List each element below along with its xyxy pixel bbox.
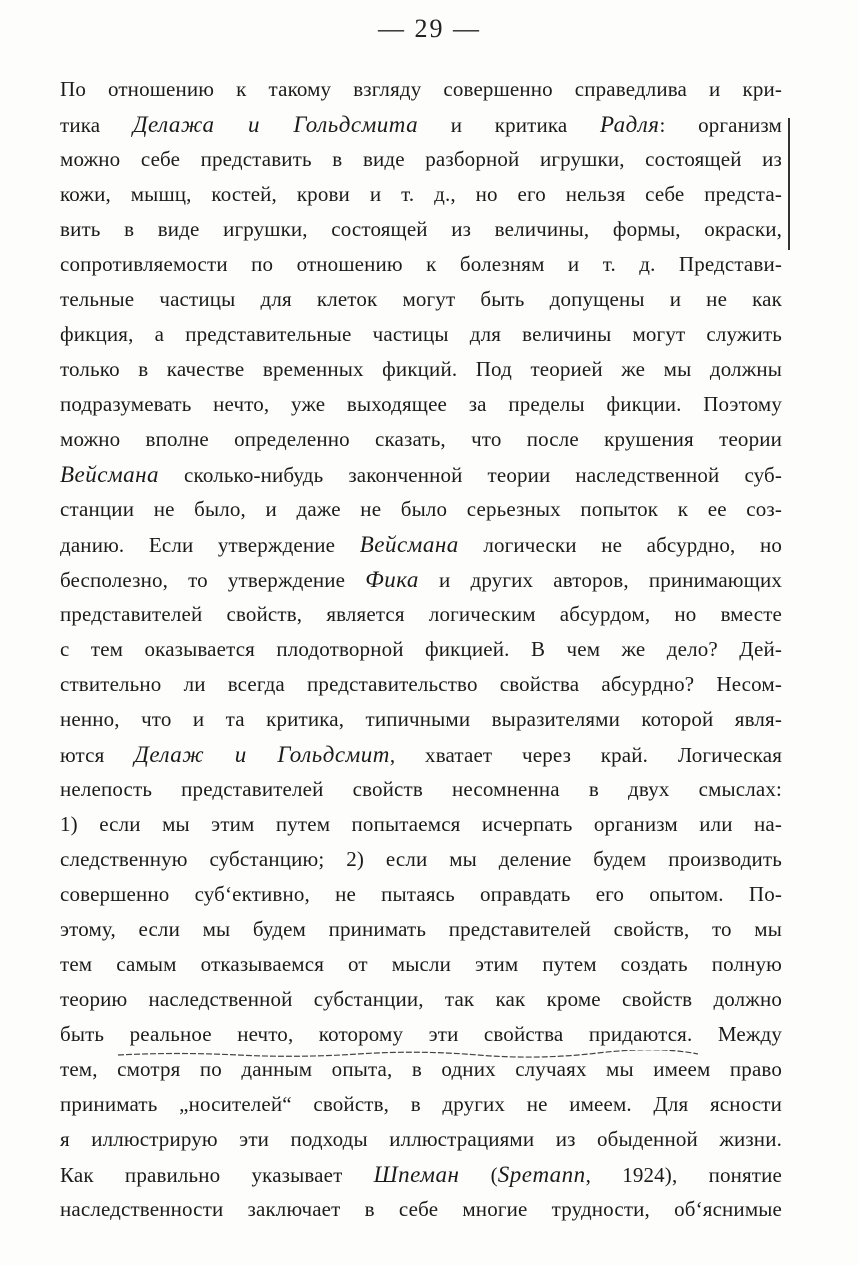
text-line (60, 1017, 782, 1052)
text-line (60, 177, 782, 212)
text-line (60, 772, 782, 807)
text-line (60, 562, 782, 597)
text-segment: ствительно ли всегда представительство свойства абсурдно? Несом- (60, 672, 782, 696)
text-segment: тика (60, 113, 133, 137)
text-segment: только в качестве временных фикций. Под теорией же мы должны (60, 357, 782, 381)
text-line (60, 527, 782, 562)
text-segment: : организм (659, 113, 782, 137)
text-line (60, 212, 782, 247)
text-line (60, 1157, 782, 1192)
text-line (60, 72, 782, 107)
author-name: Делаж и Гольдсмит (134, 742, 390, 767)
text-segment: подразумевать нечто, уже выходящее за пределы фикции. Поэтому (60, 392, 782, 416)
text-segment: можно себе представить в виде разборной игрушки, состоящей из (60, 147, 782, 171)
text-line (60, 632, 782, 667)
text-line (60, 1192, 782, 1227)
text-line (60, 842, 782, 877)
text-segment: следственную субстанцию; 2) если мы деление будем производить (60, 847, 782, 871)
text-line (60, 1052, 782, 1087)
text-line (60, 492, 782, 527)
text-segment: тельные частицы для клеток могут быть допущены и не как (60, 287, 782, 311)
text-line (60, 142, 782, 177)
text-segment: и критика (418, 113, 600, 137)
text-segment: , 1924), понятие (585, 1163, 782, 1187)
text-segment: наследственности заключает в себе многие трудности, об‘яснимые (60, 1197, 782, 1221)
text-line (60, 247, 782, 282)
text-line (60, 702, 782, 737)
text-segment: ются (60, 743, 135, 767)
text-segment: этому, если мы будем принимать представителей свойств, то мы (60, 917, 782, 941)
author-name: Делажа и Гольдсмита (132, 112, 419, 137)
text-segment: сколько-нибудь законченной теории наследственной суб- (159, 463, 782, 487)
page-number: — 29 — (378, 14, 481, 43)
text-segment: кожи, мышц, костей, крови и т. д., но его нельзя себе предста- (60, 182, 782, 206)
text-segment: Как правильно указывает (60, 1163, 374, 1187)
author-name: Вейсмана (60, 462, 160, 487)
text-segment: По отношению к такому взгляду совершенно справедлива и кри- (60, 77, 782, 101)
text-segment: фикция, а представительные частицы для величины могут служить (60, 322, 782, 346)
text-segment: тем самым отказываемся от мысли этим путем создать полную (60, 952, 782, 976)
text-segment: быть реальное нечто, которому эти свойства придаются. Между (60, 1022, 782, 1046)
text-line (60, 387, 782, 422)
text-segment: и других авторов, принимающих (418, 568, 782, 592)
text-segment: сопротивляемости по отношению к болезням и т. д. Представи- (60, 252, 782, 276)
text-segment: можно вполне определенно сказать, что после крушения теории (60, 427, 782, 451)
author-name: Радля (599, 112, 660, 137)
text-line (60, 317, 782, 352)
text-segment: данию. Если утверждение (60, 533, 360, 557)
text-line (60, 947, 782, 982)
author-name: Spemann (497, 1162, 586, 1187)
text-segment: с тем оказывается плодотворной фикцией. В чем же дело? Дей- (60, 637, 782, 661)
text-segment: ненно, что и та критика, типичными выразителями которой явля- (60, 707, 782, 731)
text-segment: тем, смотря по данным опыта, в одних случаях мы имеем право (60, 1057, 782, 1081)
text-line (60, 1122, 782, 1157)
margin-line-mark (788, 118, 790, 250)
text-segment: я иллюстрирую эти подходы иллюстрациями из обыденной жизни. (60, 1127, 782, 1151)
text-segment: ( (459, 1163, 498, 1187)
text-line (60, 807, 782, 842)
author-name: Фика (365, 567, 419, 592)
text-segment: нелепость представителей свойств несомненна в двух смыслах: (60, 777, 782, 801)
text-line (60, 982, 782, 1017)
text-segment: станции не было, и даже не было серьезных попыток к ее соз- (60, 497, 782, 521)
text-line (60, 912, 782, 947)
text-segment: совершенно суб‘ективно, не пытаясь оправдать его опытом. По- (60, 882, 782, 906)
text-segment: вить в виде игрушки, состоящей из величины, формы, окраски, (60, 217, 782, 241)
text-line (60, 422, 782, 457)
text-line (60, 107, 782, 142)
text-line (60, 352, 782, 387)
text-segment: принимать „носителей“ свойств, в других не имеем. Для ясности (60, 1092, 782, 1116)
text-line (60, 282, 782, 317)
text-segment: , хватает через край. Логическая (389, 743, 782, 767)
text-line (60, 737, 782, 772)
text-segment: представителей свойств, является логическим абсурдом, но вместе (60, 602, 782, 626)
text-segment: теорию наследственной субстанции, так как кроме свойств должно (60, 987, 782, 1011)
text-line (60, 1087, 782, 1122)
author-name: Вейсмана (359, 532, 459, 557)
text-line (60, 667, 782, 702)
author-name: Шпеман (373, 1162, 460, 1187)
text-line (60, 597, 782, 632)
text-segment: 1) если мы этим путем попытаемся исчерпать организм или на- (60, 812, 782, 836)
body-text (60, 72, 782, 1227)
text-line (60, 877, 782, 912)
text-segment: логически не абсурдно, но (458, 533, 782, 557)
text-segment: бесполезно, то утверждение (60, 568, 366, 592)
text-line (60, 457, 782, 492)
